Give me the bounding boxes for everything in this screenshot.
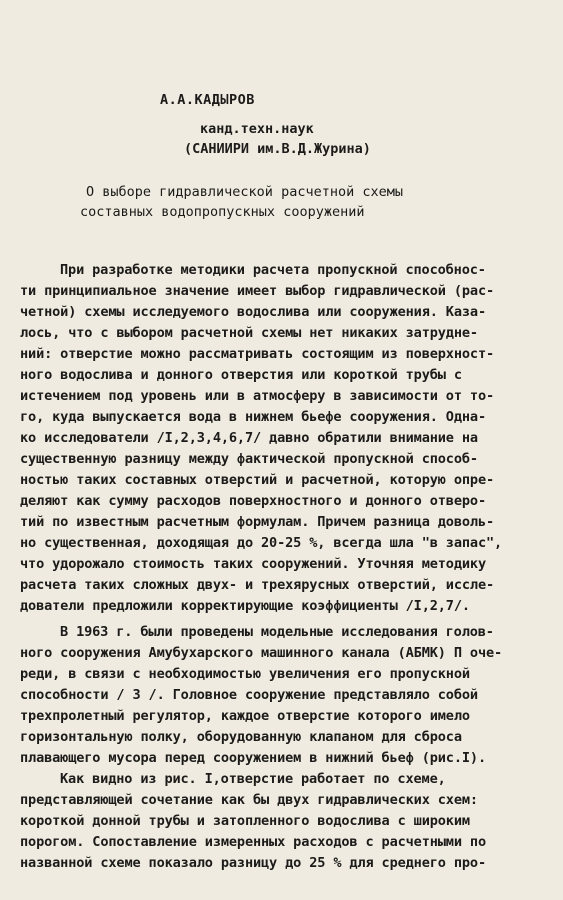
body-line: трехпролетный регулятор, каждое отверстие которого имело xyxy=(20,708,470,724)
author-degree: канд.техн.наук xyxy=(200,121,314,137)
body-line: ностью таких составных отверстий и расчетной, которую опре- xyxy=(20,472,495,488)
body-line: В 1963 г. были проведены модельные исследования голов- xyxy=(60,624,494,640)
body-line: существенную разницу между фактической пропускной способ- xyxy=(20,451,478,467)
body-line: расчета таких сложных двух- и трехярусных отверстий, иссле- xyxy=(20,577,495,593)
body-line: истечением под уровень или в атмосферу в зависимости от то- xyxy=(20,388,495,404)
body-line: плавающего мусора перед сооружением в нижний бьеф (рис.I). xyxy=(20,750,486,766)
body-line: тий по известным расчетным формулам. Причем разница доволь- xyxy=(20,514,495,530)
body-line: ко исследователи /I,2,3,4,6,7/ давно обратили внимание на xyxy=(20,430,478,446)
body-line: дователи предложили корректирующие коэффициенты /I,2,7/. xyxy=(20,598,470,614)
body-line: но существенная, доходящая до 20-25 %, всегда шла "в запас", xyxy=(20,535,503,551)
body-line: ти принципиальное значение имеет выбор гидравлической (рас- xyxy=(20,283,495,299)
body-line: ного сооружения Амубухарского машинного канала (АБМК) П оче- xyxy=(20,645,503,661)
body-line: что удорожало стоимость таких сооружений. Уточняя методику xyxy=(20,556,486,572)
author-affiliation: (САНИИРИ им.В.Д.Журина) xyxy=(184,141,371,157)
body-line: го, куда выпускается вода в нижнем бьефе сооружения. Одна- xyxy=(20,409,486,425)
article-title-line-2: составных водопропускных сооружений xyxy=(80,204,365,220)
body-line: ного водослива и донного отверстия или короткой трубы с xyxy=(20,367,462,383)
body-line: представляющей сочетание как бы двух гидравлических схем: xyxy=(20,792,478,808)
body-line: лось, что с выбором расчетной схемы нет никаких затрудне- xyxy=(20,325,478,341)
body-line: Как видно из рис. I,отверстие работает по схеме, xyxy=(60,771,446,787)
body-line: деляют как сумму расходов поверхностного и донного отверо- xyxy=(20,493,486,509)
author-name: А.А.КАДЫРОВ xyxy=(160,92,255,108)
article-title-line-1: О выборе гидравлической расчетной схемы xyxy=(86,184,403,200)
body-line: короткой донной трубы и затопленного водослива с широким xyxy=(20,813,470,829)
body-line: ний: отверстие можно рассматривать состоящим из поверхност- xyxy=(20,346,495,362)
body-line: При разработке методики расчета пропускной способнос- xyxy=(60,262,486,278)
body-line: названной схеме показало разницу до 25 % для среднего про- xyxy=(20,855,486,871)
body-line: порогом. Сопоставление измеренных расходов с расчетными по xyxy=(20,834,486,850)
body-line: четной) схемы исследуемого водослива или сооружения. Каза- xyxy=(20,304,486,320)
body-line: способности / 3 /. Головное сооружение представляло собой xyxy=(20,687,478,703)
body-line: реди, в связи с необходимостью увеличения его пропускной xyxy=(20,666,470,682)
body-line: горизонтальную полку, оборудованную клапаном для сброса xyxy=(20,729,462,745)
